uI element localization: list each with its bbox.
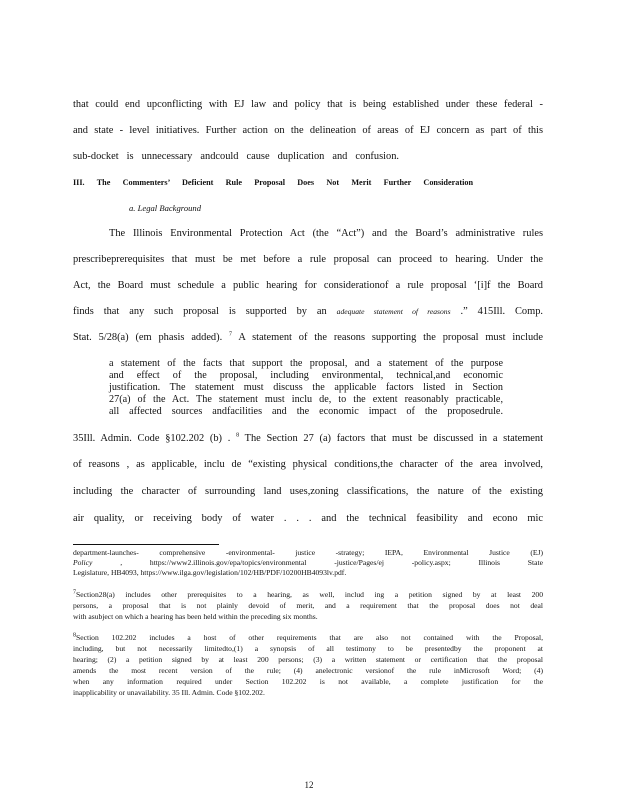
- body-text-line: [73, 432, 543, 446]
- footnote-8-line: inapplicability or unavailability. 35 Ill. Admin. Code §102.202.: [73, 688, 265, 697]
- body-text-line: of reasons , as applicable, inclu de “existing physical conditions,the character of the area involved,: [73, 459, 543, 470]
- footnote-number: 8: [73, 632, 76, 639]
- block-quote-line: 27(a) of the Act. The statement must inclu de, to the extent reasonably practicable,: [109, 394, 503, 405]
- text-run: Section28(a) includes other prerequisites to a hearing, as well, includ ing a petition signed by at least 200: [76, 590, 543, 599]
- footnote-8-line: including, but not necessarily limitedto,(1) a synopsis of all testimony to be presentedby the proponent at: [73, 644, 543, 653]
- body-text-line: The Illinois Environmental Protection Act (the “Act”) and the Board’s administrative rules: [109, 228, 543, 239]
- body-text-line: including the character of surrounding land uses,zoning classifications, the nature of the existing: [73, 486, 543, 497]
- body-text-line: prescribeprerequisites that must be met before a rule proposal can proceed to hearing. Under the: [73, 254, 543, 265]
- section-heading: III. The Commenters’ Deficient Rule Proposal Does Not Merit Further Consideration: [73, 178, 473, 187]
- footnote-number: 7: [73, 589, 76, 596]
- text-run: 35Ill. Admin. Code §102.202 (b) .: [73, 433, 231, 444]
- body-text-line: that could end upconflicting with EJ law and policy that is being established under these federal -: [73, 99, 543, 110]
- body-text-line: [73, 331, 543, 345]
- footnote-ref-8[interactable]: 8: [236, 432, 240, 439]
- footnote-continued-line: Legislature, HB4093, https://www.ilga.gov/legislation/102/HB/PDF/10200HB4093lv.pdf.: [73, 568, 347, 577]
- page-number: 12: [304, 780, 314, 790]
- body-text-line: Act, the Board must schedule a public hearing for considerationof a rule proposal ‘[i]f the Board: [73, 280, 543, 291]
- block-quote-line: all affected sources andfacilities and the economic impact of the proposedrule.: [109, 406, 503, 417]
- text-run: Section 102.202 includes a host of other requirements that are also not contained with the Proposal,: [76, 633, 543, 642]
- footnote-7-line: with asubject on which a hearing has been held within the preceding six months.: [73, 612, 318, 621]
- footnote-separator: [73, 544, 219, 545]
- subsection-heading: a. Legal Background: [129, 203, 202, 213]
- text-run: The Section 27 (a) factors that must be discussed in a statement: [244, 433, 543, 444]
- block-quote-line: a statement of the facts that support the proposal, and a statement of the purpose: [109, 358, 503, 369]
- footnote-continued-line: department-launches- comprehensive -environmental- justice -strategy; IEPA, Environmental Justice (EJ): [73, 548, 543, 557]
- body-text-line: sub-docket is unnecessary andcould cause duplication and confusion.: [73, 151, 399, 162]
- footnote-8-line: when any information required under Section 102.202 is not available, a complete justification for the: [73, 677, 543, 686]
- footnote-7: [73, 590, 543, 600]
- body-text-line: [73, 305, 543, 319]
- footnote-8: [73, 633, 543, 643]
- footnote-8-line: amends the most recent version of the rule; (4) anelectronic versionof the rule inMicrosoft Word; (4): [73, 666, 543, 675]
- italic-emphasis: adequate statement of reasons: [336, 307, 451, 316]
- body-text-line: and state - level initiatives. Further action on the delineation of areas of EJ concern as part of this: [73, 125, 543, 136]
- footnote-7-line: persons, a proposal that is not plainly devoid of merit, and a requirement that the proposal does not deal: [73, 601, 543, 610]
- text-run: finds that any such proposal is supported by an: [73, 306, 327, 317]
- text-run: A statement of the reasons supporting the proposal must include: [238, 332, 543, 343]
- body-text-line: air quality, or receiving body of water . . . and the technical feasibility and econo mic: [73, 513, 543, 524]
- text-run: , https://www2.illinois.gov/epa/topics/environmental -justice/Pages/ej -policy.aspx; Illinois State: [120, 558, 543, 567]
- footnote-8-line: hearing; (2) a petition signed by at least 200 persons; (3) a written statement or certification that the proposal: [73, 655, 543, 664]
- footnote-continued-line: [73, 558, 543, 568]
- italic-emphasis: Policy: [73, 558, 93, 567]
- block-quote-line: and effect of the proposal, including environmental, technical,and economic: [109, 370, 503, 381]
- text-run: .” 415Ill. Comp.: [460, 306, 543, 317]
- text-run: Stat. 5/28(a) (em phasis added).: [73, 332, 223, 343]
- block-quote-line: justification. The statement must discuss the applicable factors listed in Section: [109, 382, 503, 393]
- footnote-ref-7[interactable]: 7: [229, 331, 233, 338]
